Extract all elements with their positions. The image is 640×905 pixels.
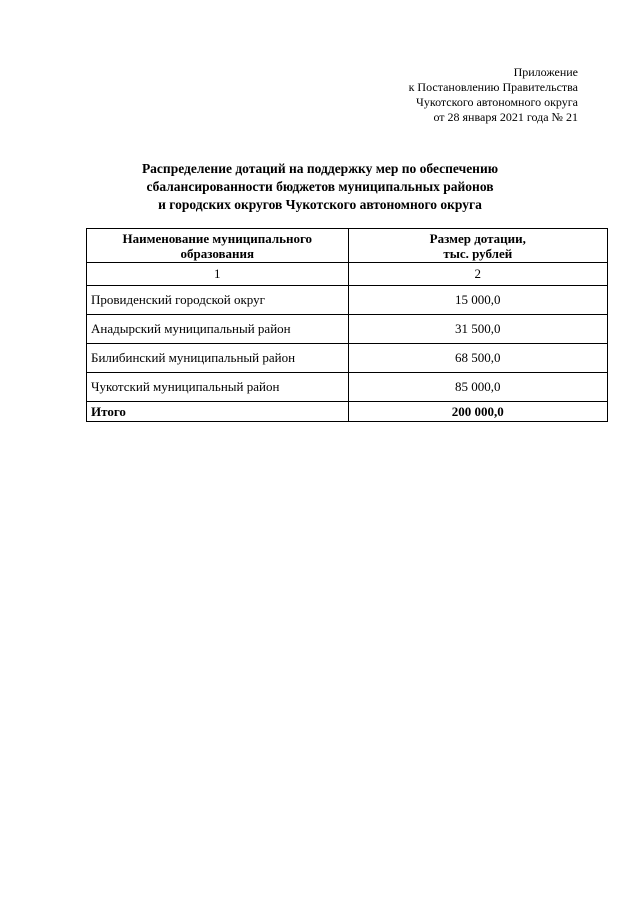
header-municipality <box>87 229 349 263</box>
header-amount-line-2: тыс. рублей <box>443 245 513 261</box>
header-amount-line-1: Размер дотации, <box>429 230 526 246</box>
municipality-name: Анадырский муниципальный район <box>87 315 349 344</box>
municipality-name: Провиденский городской округ <box>87 286 349 315</box>
column-number: 2 <box>348 263 607 286</box>
total-amount: 200 000,0 <box>348 402 607 422</box>
subsidy-amount: 15 000,0 <box>348 286 607 315</box>
header-amount <box>348 229 607 263</box>
header-municipality-line-2: образования <box>180 245 255 261</box>
document-title <box>60 160 580 214</box>
title-line-3: и городских округов Чукотского автономного округа <box>158 197 482 212</box>
appendix-line-3: Чукотского автономного округа <box>416 95 578 109</box>
appendix-line-1: Приложение <box>513 65 578 79</box>
appendix-header <box>378 65 578 125</box>
subsidy-amount: 68 500,0 <box>348 344 607 373</box>
municipality-name: Чукотский муниципальный район <box>87 373 349 402</box>
municipality-name: Билибинский муниципальный район <box>87 344 349 373</box>
appendix-line-4: от 28 января 2021 года № 21 <box>433 110 578 124</box>
subsidy-amount: 85 000,0 <box>348 373 607 402</box>
table-row <box>87 373 608 402</box>
table-row <box>87 344 608 373</box>
total-label: Итого <box>87 402 349 422</box>
table-header-row <box>87 229 608 263</box>
column-number-row <box>87 263 608 286</box>
subsidy-amount: 31 500,0 <box>348 315 607 344</box>
table-row <box>87 286 608 315</box>
appendix-line-2: к Постановлению Правительства <box>408 80 578 94</box>
subsidy-table <box>86 228 608 422</box>
total-row <box>87 402 608 422</box>
title-line-1: Распределение дотаций на поддержку мер по обеспечению <box>141 161 499 176</box>
header-municipality-line-1: Наименование муниципального <box>122 230 313 246</box>
table-row <box>87 315 608 344</box>
title-line-2: сбалансированности бюджетов муниципальных районов <box>146 179 494 194</box>
column-number: 1 <box>87 263 349 286</box>
